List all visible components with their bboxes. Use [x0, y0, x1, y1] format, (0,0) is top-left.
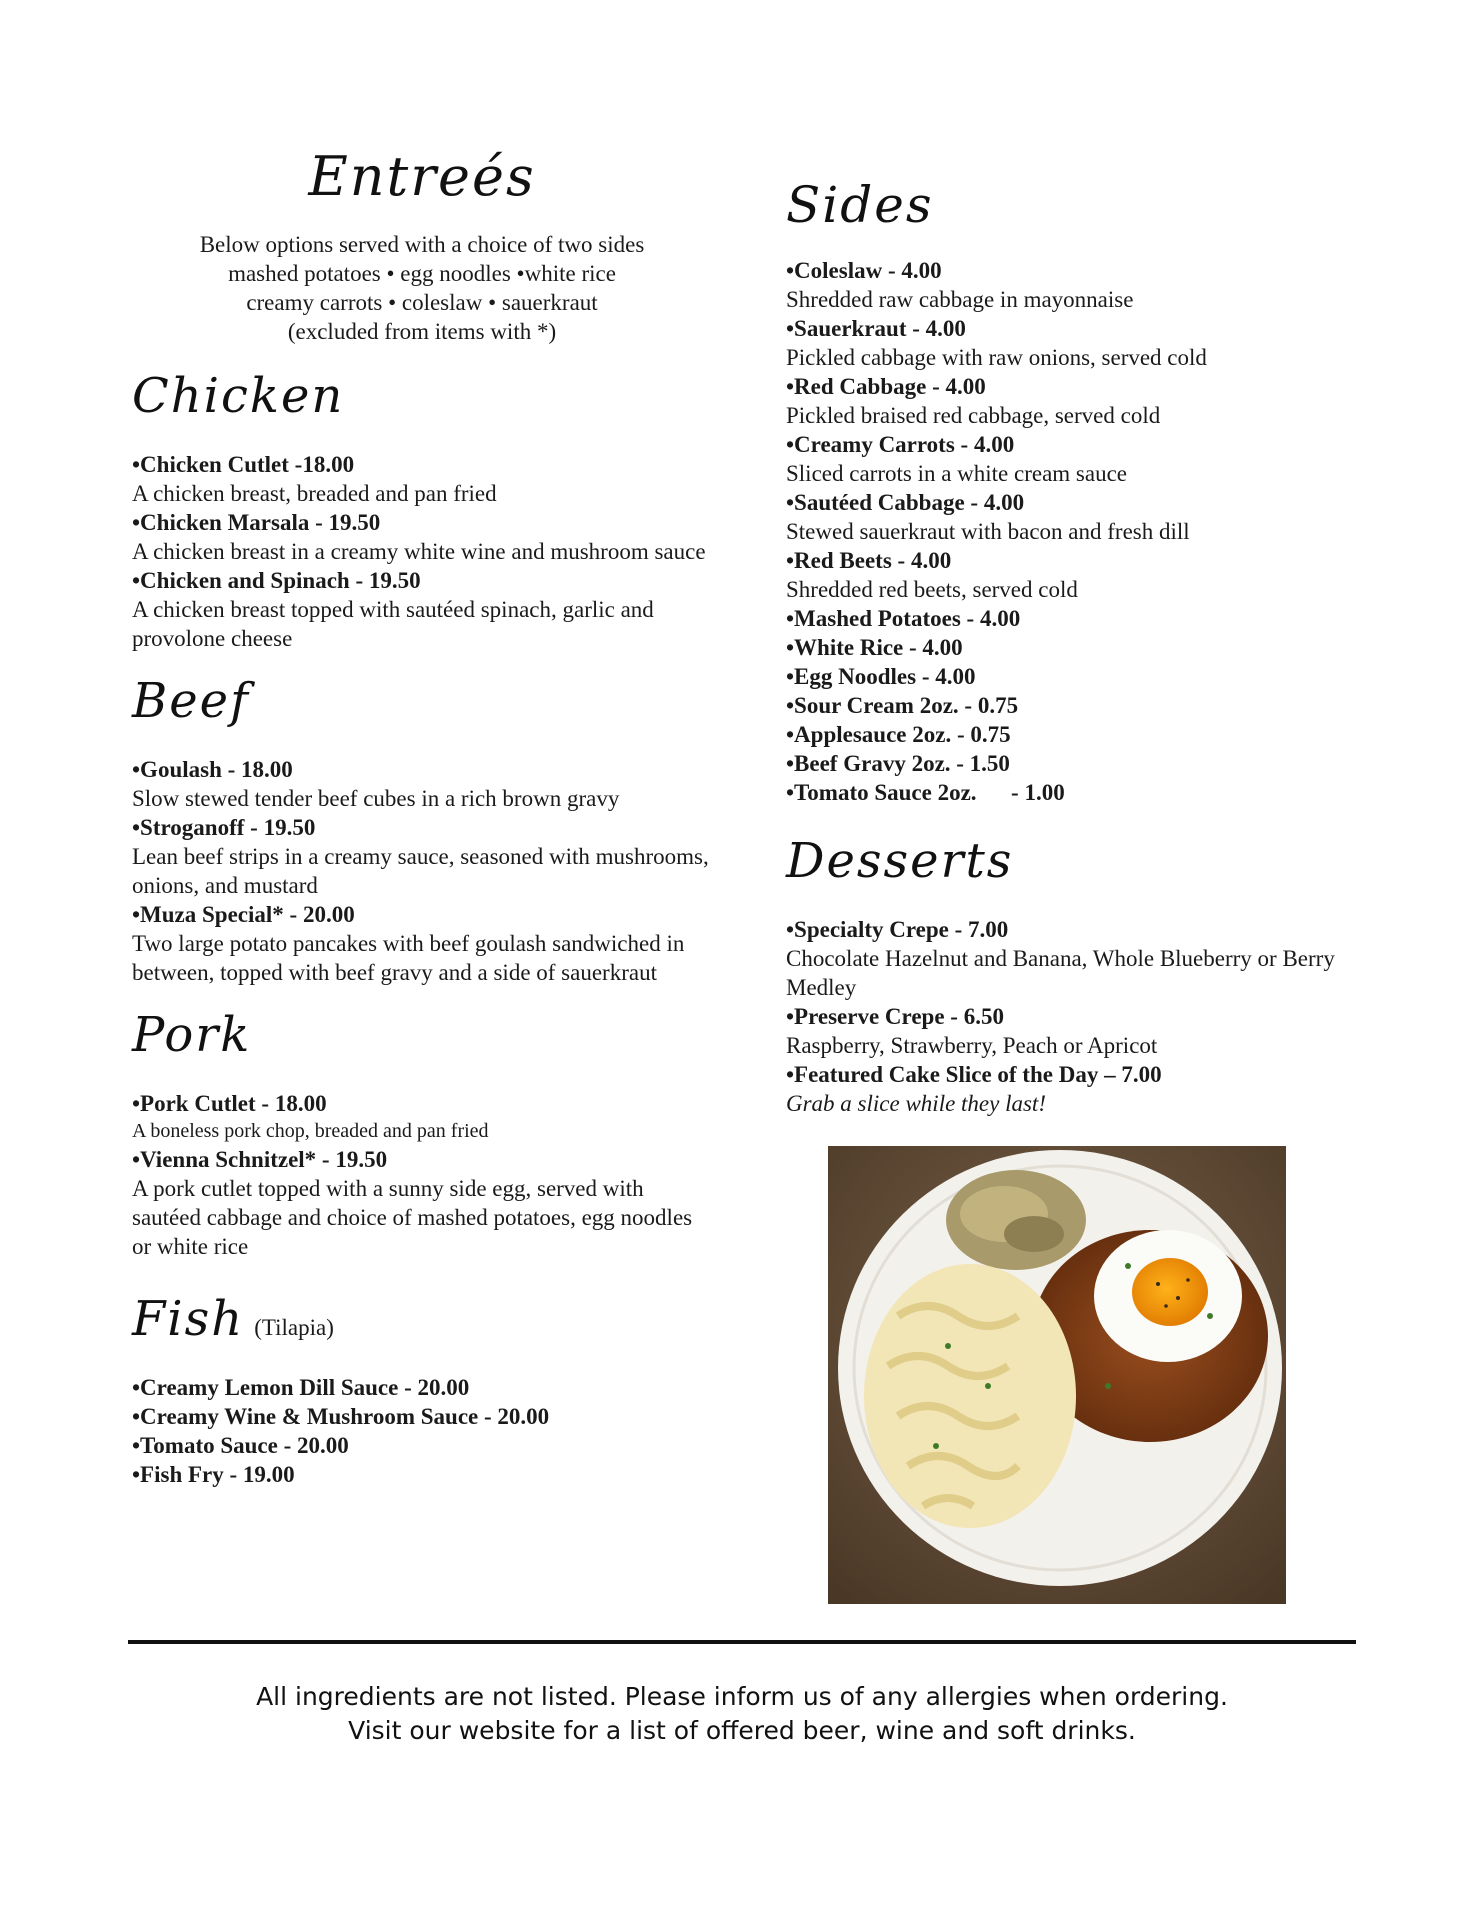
menu-item-name: •Pork Cutlet - 18.00: [132, 1091, 327, 1116]
entrees-intro: [132, 230, 712, 346]
sides-section: [786, 176, 1366, 807]
menu-item-name: •Applesauce 2oz. - 0.75: [786, 722, 1011, 747]
menu-item-name: •Chicken Marsala - 19.50: [132, 510, 381, 535]
menu-item-name: •Tomato Sauce 2oz. - 1.00: [786, 780, 1065, 805]
menu-item-name: •Sautéed Cabbage - 4.00: [786, 490, 1025, 515]
menu-item-name: •Creamy Wine & Mushroom Sauce - 20.00: [132, 1404, 550, 1429]
menu-item-name: •Vienna Schnitzel* - 19.50: [132, 1147, 388, 1172]
fish-note: (Tilapia): [254, 1315, 334, 1340]
right-column: [786, 176, 1366, 1142]
fish-section: [132, 1291, 712, 1489]
footer-line: Visit our website for a list of offered beer, wine and soft drinks.: [348, 1716, 1136, 1745]
menu-item-name: •Sour Cream 2oz. - 0.75: [786, 693, 1019, 718]
menu-item-name: •Specialty Crepe - 7.00: [786, 917, 1009, 942]
menu-item-desc: Pickled cabbage with raw onions, served cold: [786, 345, 1207, 370]
pork-section: [132, 1007, 712, 1261]
menu-item-desc: A pork cutlet topped with a sunny side egg, served with sautéed cabbage and choice of mashed potatoes, egg noodles or white rice: [132, 1176, 693, 1259]
entrees-title: Entreés: [308, 145, 536, 208]
menu-item-desc: Slow stewed tender beef cubes in a rich brown gravy: [132, 786, 620, 811]
menu-item-name: •Mashed Potatoes - 4.00: [786, 606, 1021, 631]
sides-title: Sides: [786, 176, 934, 234]
desserts-section: [786, 833, 1366, 1118]
menu-item-name: •Chicken Cutlet -18.00: [132, 452, 355, 477]
menu-item-name: •Creamy Lemon Dill Sauce - 20.00: [132, 1375, 470, 1400]
left-column: [132, 145, 712, 1513]
menu-item-name: •Creamy Carrots - 4.00: [786, 432, 1015, 457]
intro-line: mashed potatoes • egg noodles •white rice: [228, 261, 616, 286]
menu-item-name: •Stroganoff - 19.50: [132, 815, 316, 840]
menu-item-desc: Sliced carrots in a white cream sauce: [786, 461, 1128, 486]
chicken-section: [132, 368, 712, 653]
menu-item-name: •Chicken and Spinach - 19.50: [132, 568, 421, 593]
schnitzel-plate-image: [828, 1146, 1286, 1604]
menu-item-name: •Sauerkraut - 4.00: [786, 316, 966, 341]
menu-item-name: •Featured Cake Slice of the Day – 7.00: [786, 1062, 1162, 1087]
menu-item-desc: Two large potato pancakes with beef goulash sandwiched in between, topped with beef gravy and a side of sauerkraut: [132, 931, 685, 985]
menu-item-desc: Chocolate Hazelnut and Banana, Whole Blueberry or Berry Medley: [786, 946, 1335, 1000]
desserts-title: Desserts: [786, 833, 1014, 889]
footer-divider: [128, 1640, 1356, 1644]
menu-item-desc: Raspberry, Strawberry, Peach or Apricot: [786, 1033, 1158, 1058]
menu-item-desc: A chicken breast in a creamy white wine and mushroom sauce: [132, 539, 706, 564]
fish-title: Fish: [132, 1291, 245, 1347]
intro-line: Below options served with a choice of two sides: [199, 232, 645, 257]
menu-item-name: •Goulash - 18.00: [132, 757, 293, 782]
menu-item-desc: Shredded raw cabbage in mayonnaise: [786, 287, 1134, 312]
menu-item-desc: Pickled braised red cabbage, served cold: [786, 403, 1161, 428]
chicken-title: Chicken: [132, 368, 345, 424]
menu-item-desc: A boneless pork chop, breaded and pan fried: [132, 1120, 489, 1142]
menu-item-name: •Red Cabbage - 4.00: [786, 374, 986, 399]
menu-item-name: •Fish Fry - 19.00: [132, 1462, 295, 1487]
menu-item-desc: A chicken breast topped with sautéed spinach, garlic and provolone cheese: [132, 597, 654, 651]
pork-title: Pork: [132, 1007, 252, 1063]
intro-line: (excluded from items with *): [287, 319, 557, 344]
beef-title: Beef: [132, 673, 250, 729]
footer-line: All ingredients are not listed. Please inform us of any allergies when ordering.: [256, 1682, 1228, 1711]
food-photo: [828, 1146, 1286, 1604]
menu-item-name: •Egg Noodles - 4.00: [786, 664, 976, 689]
menu-item-desc: Shredded red beets, served cold: [786, 577, 1078, 602]
fish-heading: [132, 1291, 712, 1347]
menu-item-name: •Coleslaw - 4.00: [786, 258, 942, 283]
menu-item-name: •Red Beets - 4.00: [786, 548, 952, 573]
menu-item-desc: Stewed sauerkraut with bacon and fresh dill: [786, 519, 1190, 544]
menu-item-desc: Lean beef strips in a creamy sauce, seasoned with mushrooms, onions, and mustard: [132, 844, 709, 898]
beef-section: [132, 673, 712, 987]
menu-item-name: •Beef Gravy 2oz. - 1.50: [786, 751, 1010, 776]
menu-item-desc: Grab a slice while they last!: [786, 1091, 1046, 1116]
menu-item-name: •Preserve Crepe - 6.50: [786, 1004, 1004, 1029]
footer-note: [0, 1680, 1484, 1748]
menu-item-desc: A chicken breast, breaded and pan fried: [132, 481, 497, 506]
menu-item-name: •White Rice - 4.00: [786, 635, 963, 660]
menu-item-name: •Tomato Sauce - 20.00: [132, 1433, 349, 1458]
menu-item-name: •Muza Special* - 20.00: [132, 902, 355, 927]
intro-line: creamy carrots • coleslaw • sauerkraut: [246, 290, 598, 315]
